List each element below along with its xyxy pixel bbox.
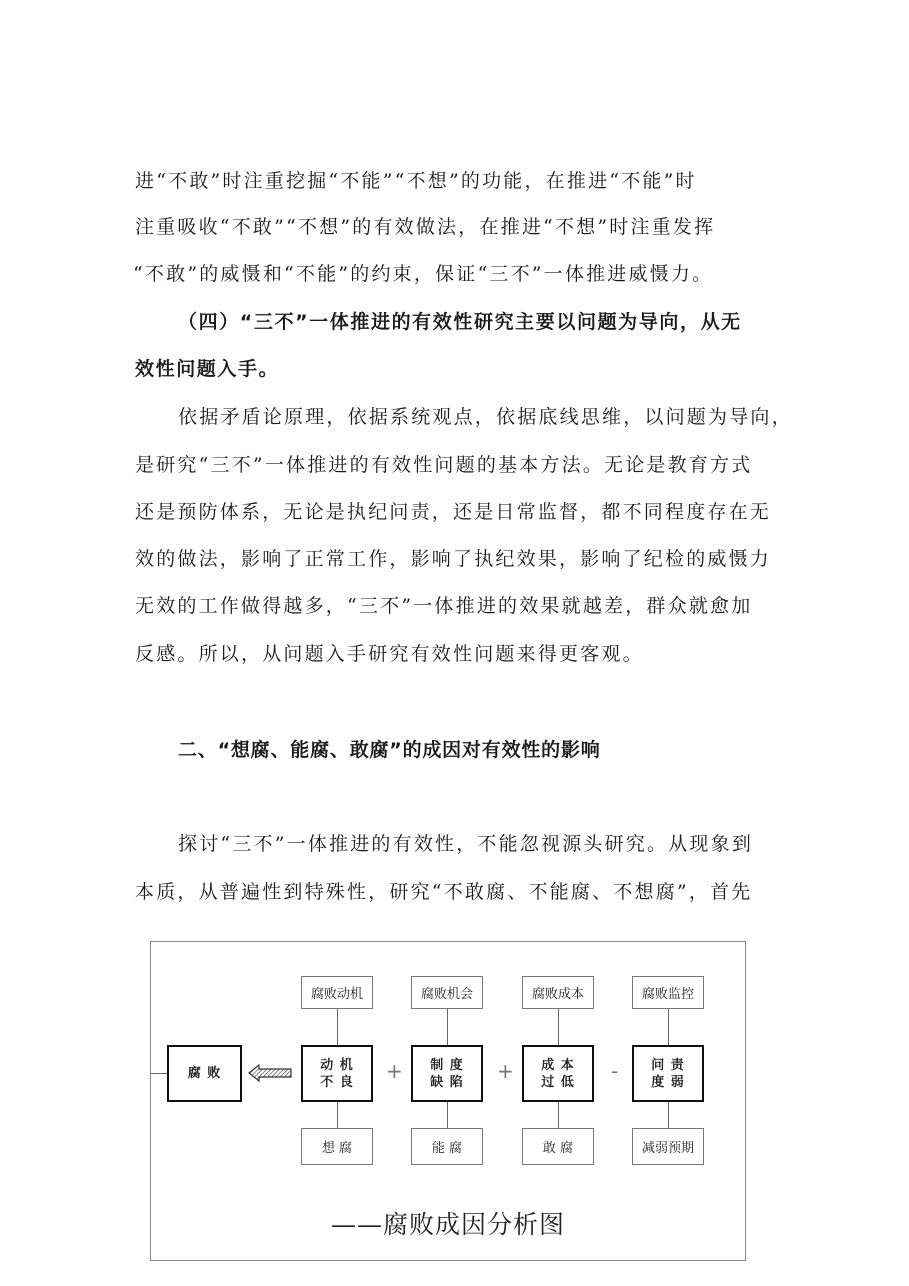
box-line: 制 度 bbox=[430, 1057, 464, 1073]
figure-caption: ——腐败成因分析图 bbox=[330, 1210, 565, 1239]
box-line: 成 本 bbox=[541, 1057, 575, 1073]
connector-line bbox=[337, 1102, 338, 1128]
box-line: 动 机 bbox=[320, 1057, 354, 1073]
box-line: 过 低 bbox=[541, 1074, 575, 1090]
top-label-monitor: 腐败监控 bbox=[632, 976, 704, 1009]
bottom-label-expectation: 减弱预期 bbox=[632, 1128, 704, 1165]
text-line: 反感。所以，从问题入手研究有效性问题来得更客观。 bbox=[135, 643, 644, 665]
text-line: 无效的工作做得越多，“三不”一体推进的效果就越差，群众就愈加 bbox=[135, 595, 753, 617]
connector-line bbox=[558, 1009, 559, 1045]
text-line: 还是预防体系，无论是执纪问责，还是日常监督，都不同程度存在无 bbox=[135, 501, 772, 523]
text-line: 效的做法，影响了正常工作，影响了执纪效果，影响了纪检的威慑力 bbox=[135, 548, 772, 570]
text-line: 本质，从普遍性到特殊性，研究“不敢腐、不能腐、不想腐”，首先 bbox=[135, 881, 753, 903]
text-line: 探讨“三不”一体推进的有效性，不能忽视源头研究。从现象到 bbox=[178, 833, 754, 855]
plus-operator: + bbox=[497, 1059, 514, 1083]
connector-line bbox=[668, 1009, 669, 1045]
connector-line bbox=[558, 1102, 559, 1128]
bottom-label-want: 想 腐 bbox=[301, 1128, 373, 1165]
result-box: 腐 败 bbox=[167, 1045, 242, 1102]
heading-line: 效性问题入手。 bbox=[135, 358, 280, 380]
top-label-opportunity: 腐败机会 bbox=[411, 976, 483, 1009]
top-label-motive: 腐败动机 bbox=[301, 976, 373, 1009]
bottom-label-can: 能 腐 bbox=[411, 1128, 483, 1165]
box-line: 度 弱 bbox=[651, 1074, 685, 1090]
connector-line bbox=[337, 1009, 338, 1045]
heading-line: （四）“三不”一体推进的有效性研究主要以问题为导向，从无 bbox=[178, 311, 742, 333]
text-line: 进“不敢”时注重挖掘“不能”“不想”的功能，在推进“不能”时 bbox=[135, 170, 697, 192]
cause-box-cost bbox=[522, 1045, 594, 1102]
box-line: 不 良 bbox=[320, 1074, 354, 1090]
left-arrow-icon bbox=[247, 1063, 293, 1083]
connector-line bbox=[668, 1102, 669, 1128]
text-line: 注重吸收“不敢”“不想”的有效做法，在推进“不想”时注重发挥 bbox=[135, 216, 716, 238]
connector-line bbox=[447, 1009, 448, 1045]
box-line: 缺 陷 bbox=[430, 1074, 464, 1090]
connector-line bbox=[447, 1102, 448, 1128]
minus-operator: - bbox=[611, 1059, 619, 1083]
top-label-cost: 腐败成本 bbox=[522, 976, 594, 1009]
section-heading: 二、“想腐、能腐、敢腐”的成因对有效性的影响 bbox=[178, 739, 601, 761]
cause-box-system bbox=[411, 1045, 483, 1102]
cause-box-motive bbox=[301, 1045, 373, 1102]
corruption-cause-diagram bbox=[150, 941, 746, 1261]
cause-box-accountability bbox=[632, 1045, 704, 1102]
connector-line bbox=[151, 1073, 167, 1074]
box-line: 问 责 bbox=[651, 1057, 685, 1073]
plus-operator: + bbox=[386, 1059, 403, 1083]
text-line: “不敢”的威慑和“不能”的约束，保证“三不”一体推进威慑力。 bbox=[133, 263, 714, 285]
bottom-label-dare: 敢 腐 bbox=[522, 1128, 594, 1165]
text-line: 是研究“三不”一体推进的有效性问题的基本方法。无论是教育方式 bbox=[135, 454, 753, 476]
text-line: 依据矛盾论原理，依据系统观点，依据底线思维，以问题为导向， bbox=[178, 406, 793, 428]
